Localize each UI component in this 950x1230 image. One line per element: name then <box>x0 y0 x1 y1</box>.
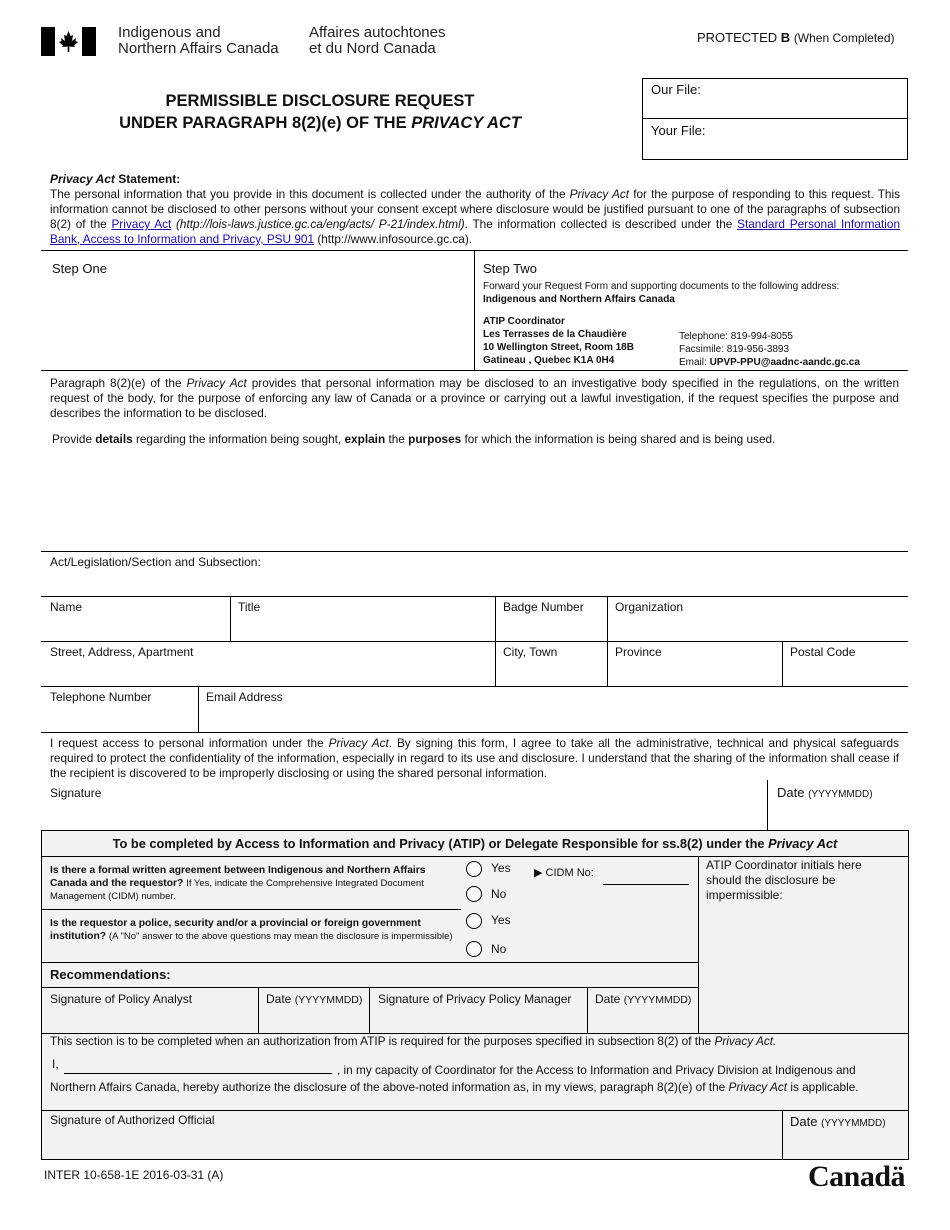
q2-yes-radio[interactable] <box>466 913 482 929</box>
atip-initials-input[interactable] <box>702 905 904 1029</box>
recommendations-input[interactable] <box>200 965 694 985</box>
city-input[interactable] <box>499 660 604 684</box>
coordinator-name-input[interactable] <box>64 1058 332 1074</box>
question-police-institution: Is the requestor a police, security and/or a provincial or foreign government institution? (A "No" answer to the above questions may mean the disclosure is impermissible) <box>50 918 453 942</box>
step-two-forward-text: Forward your Request Form and supporting documents to the following address: <box>483 281 840 292</box>
step-two-label: Step Two <box>483 261 537 276</box>
signature-date-input[interactable] <box>772 802 905 828</box>
canada-flag-icon <box>41 27 96 56</box>
name-input[interactable] <box>45 615 227 639</box>
triangle-right-icon: ▶ <box>534 867 543 879</box>
privacy-manager-date-label: Date (YYYYMMDD) <box>595 992 692 1006</box>
page-title: PERMISSIBLE DISCLOSURE REQUEST UNDER PARAGRAPH 8(2)(e) OF THE PRIVACY ACT <box>119 92 521 132</box>
street-label: Street, Address, Apartment <box>50 645 194 659</box>
cidm-label: ▶ CIDM No: <box>534 867 594 879</box>
your-file-label: Your File: <box>651 123 706 138</box>
signature-date-label: Date (YYYYMMDD) <box>777 785 873 800</box>
protected-label: PROTECTED B (When Completed) <box>697 30 895 45</box>
authorization-text: Northern Affairs Canada, hereby authorize the disclosure of the above-noted information as, in my views, paragraph 8(2)(e) of the Privacy Act is applicable. <box>50 1080 859 1094</box>
details-instruction: Provide details regarding the information being sought, explain the purposes for which the information is being shared and is being used. <box>52 432 776 446</box>
q1-no-label: No <box>491 887 507 901</box>
your-file-field[interactable] <box>712 120 905 158</box>
policy-analyst-date-label: Date (YYYYMMDD) <box>266 992 363 1006</box>
act-legislation-label: Act/Legislation/Section and Subsection: <box>50 555 261 569</box>
step-one-label: Step One <box>52 261 107 276</box>
department-name-en: Indigenous and Northern Affairs Canada <box>118 24 279 57</box>
recommendations-label: Recommendations: <box>50 967 171 982</box>
title-input[interactable] <box>234 615 492 639</box>
atip-initials-label: ATIP Coordinator initials here should the disclosure be impermissible: <box>706 858 862 902</box>
province-label: Province <box>615 645 662 659</box>
badge-number-label: Badge Number <box>503 600 584 614</box>
q1-no-radio[interactable] <box>466 886 482 902</box>
street-input[interactable] <box>45 660 492 684</box>
email-label: Email Address <box>206 690 283 704</box>
canada-wordmark: Canadä <box>808 1160 906 1193</box>
city-label: City, Town <box>503 645 558 659</box>
name-label: Name <box>50 600 83 614</box>
privacy-act-link[interactable]: Privacy Act <box>111 217 172 231</box>
privacy-manager-signature-input[interactable] <box>373 1007 584 1031</box>
signature-input[interactable] <box>45 802 763 828</box>
our-file-field[interactable] <box>710 80 905 116</box>
privacy-manager-signature-label: Signature of Privacy Policy Manager <box>378 992 572 1006</box>
policy-analyst-date-input[interactable] <box>262 1007 366 1031</box>
details-input[interactable] <box>45 450 905 548</box>
email-input[interactable] <box>202 705 905 729</box>
q1-yes-label: Yes <box>491 861 511 875</box>
q2-no-radio[interactable] <box>466 941 482 957</box>
telephone-input[interactable] <box>45 705 195 729</box>
q1-yes-radio[interactable] <box>466 861 482 877</box>
our-file-label: Our File: <box>651 82 701 97</box>
signature-label: Signature <box>50 786 102 800</box>
postal-code-input[interactable] <box>786 660 905 684</box>
title-label: Title <box>238 600 261 614</box>
privacy-manager-date-input[interactable] <box>591 1007 695 1031</box>
i-label: I, <box>52 1057 59 1071</box>
organization-input[interactable] <box>611 615 905 639</box>
paragraph-8-2-e-text: Paragraph 8(2)(e) of the Privacy Act provides that personal information may be disclosed to an investigative body specified in the regulations, on the written request of the body, for the purpose of enforcing any law of Canada or a province or carrying out a lawful investigation, if the request specifies the purpose and describes the information to be disclosed. <box>50 376 900 420</box>
q2-no-label: No <box>491 942 507 956</box>
capacity-text: , in my capacity of Coordinator for the Access to Information and Privacy Division at Indigenous and <box>337 1063 856 1077</box>
authorized-official-date-input[interactable] <box>786 1130 905 1156</box>
question-formal-agreement: Is there a formal written agreement between Indigenous and Northern Affairs Canada and the requestor? If Yes, indicate the Comprehensive Integrated Document Management (CIDM) number. <box>50 865 426 902</box>
policy-analyst-signature-label: Signature of Policy Analyst <box>50 992 193 1006</box>
organization-label: Organization <box>615 600 684 614</box>
form-number: INTER 10-658-1E 2016-03-31 (A) <box>44 1168 224 1182</box>
policy-analyst-signature-input[interactable] <box>45 1007 255 1031</box>
authorized-official-signature-input[interactable] <box>45 1130 778 1156</box>
telephone-label: Telephone Number <box>50 690 152 704</box>
authorization-intro: This section is to be completed when an authorization from ATIP is required for the purposes specified in subsection 8(2) of the Privacy Act. <box>50 1034 777 1048</box>
cidm-input[interactable] <box>603 866 689 885</box>
info-bank-link[interactable]: Standard Personal Information Bank, Access to Information and Privacy, PSU 901 <box>50 217 901 246</box>
step-two-contact: Telephone: 819-994-8055 Facsimile: 819-956-3893 Email: UPVP-PPU@aadnc-aandc.gc.ca <box>679 331 860 368</box>
contact-email[interactable]: UPVP-PPU@aadnc-aandc.gc.ca <box>709 357 860 368</box>
step-two-address: ATIP Coordinator Les Terrasses de la Chaudière 10 Wellington Street, Room 18B Gatineau , Quebec K1A 0H4 <box>483 316 634 366</box>
q2-yes-label: Yes <box>491 913 511 927</box>
province-input[interactable] <box>611 660 779 684</box>
step-two-org: Indigenous and Northern Affairs Canada <box>483 294 675 305</box>
department-name-fr: Affaires autochtones et du Nord Canada <box>309 24 446 57</box>
authorized-official-date-label: Date (YYYYMMDD) <box>790 1114 886 1129</box>
privacy-statement-text: The personal information that you provide in this document is collected under the authority of the Privacy Act for the purpose of responding to this request. This information cannot be disclosed to other persons without your consent except where disclosure would be justified pursuant to one of the paragraphs of subsection 8(2) of the Privacy Act (http://lois-laws.justice.gc.ca/eng/acts/ P-21/index.html). The information collected is described under the Standard Personal Information Bank, Access to Information and Privacy, PSU 901 (http://www.infosource.gc.ca). <box>50 187 901 246</box>
consent-text: I request access to personal information under the Privacy Act. By signing this form, I agree to take all the administrative, technical and physical safeguards required to protect the confidentiality of the information, especially in regard to its use and disclosure. I understand that the sharing of the information shall cease if the recipient is discovered to be improperly disclosing or using the shared personal information. <box>50 736 900 780</box>
badge-number-input[interactable] <box>499 615 604 639</box>
postal-code-label: Postal Code <box>790 645 856 659</box>
step-one-area[interactable] <box>45 280 470 365</box>
act-legislation-input[interactable] <box>45 570 905 594</box>
privacy-statement-heading: Privacy Act Statement: <box>50 172 181 186</box>
atip-heading: To be completed by Access to Information and Privacy (ATIP) or Delegate Responsible for ss.8(2) under the Privacy Act <box>112 836 838 851</box>
authorized-official-signature-label: Signature of Authorized Official <box>50 1113 215 1127</box>
